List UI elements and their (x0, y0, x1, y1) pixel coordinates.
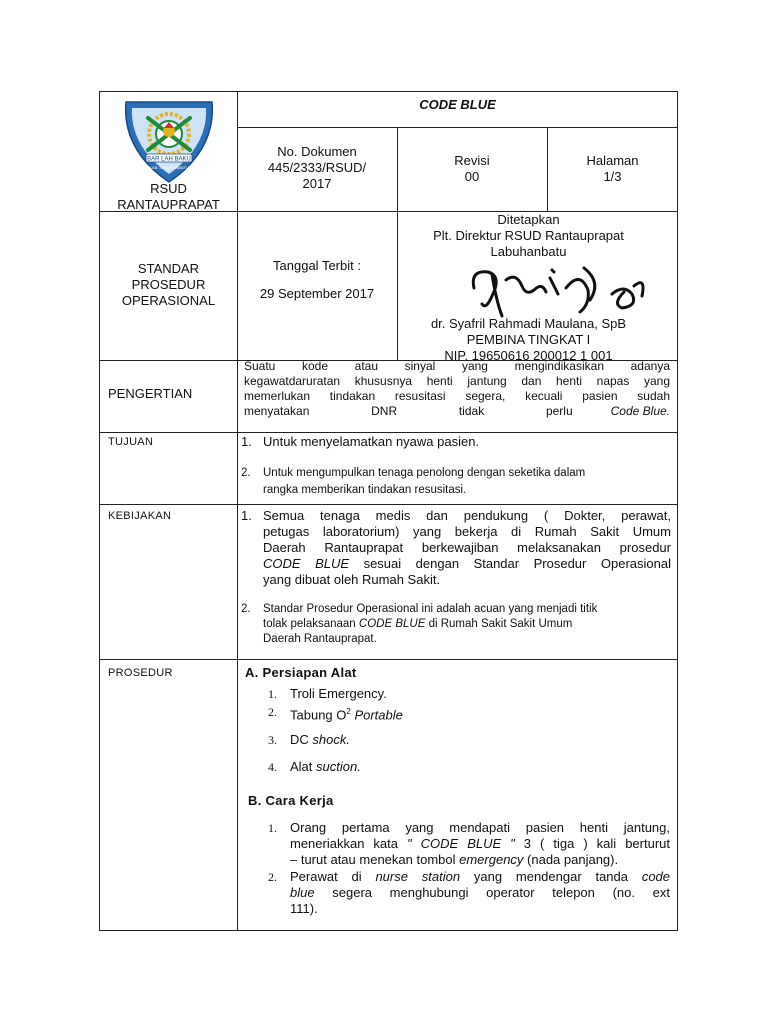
alat-list (268, 686, 668, 777)
divider (100, 504, 678, 505)
list-text: Daerah Rantauprapat berkewajiban melaksanakan prosedur (263, 540, 671, 555)
list-number: 1. (268, 821, 277, 835)
list-number: 3. (268, 733, 277, 747)
list-text-part: yang mendengar tanda (460, 869, 642, 884)
pengertian-text (244, 359, 670, 419)
list-text-part: – turut atau menekan tombol (290, 852, 460, 867)
list-text-part: meneriakkan kata (290, 836, 408, 851)
list-text: Troli Emergency. (290, 686, 387, 701)
director-location: Labuhanbatu (490, 244, 567, 259)
list-text: rangka memberikan tindakan resusitasi. (263, 484, 467, 496)
sop-label-line: OPERASIONAL (121, 293, 216, 308)
signer-name: dr. Syafril Rahmadi Maulana, SpB (430, 316, 627, 331)
list-item (241, 602, 671, 647)
page-cell (547, 153, 678, 185)
tujuan-label: TUJUAN (108, 436, 154, 448)
list-number: 2. (241, 467, 251, 479)
list-text (263, 617, 671, 632)
pengertian-label: PENGERTIAN (108, 386, 193, 401)
list-number: 1. (268, 687, 277, 701)
list-number: 2. (268, 870, 277, 884)
list-text: DC (290, 732, 313, 747)
tujuan-list (241, 434, 671, 498)
list-number: 4. (268, 760, 277, 774)
list-number: 2. (241, 603, 251, 615)
approval-header (397, 212, 660, 260)
issue-date-cell (237, 258, 397, 302)
document-title: CODE BLUE (419, 97, 496, 112)
prosedur-label: PROSEDUR (108, 667, 173, 679)
sop-label (100, 261, 237, 309)
italic-text: Portable (350, 707, 403, 723)
divider (100, 432, 678, 433)
section-b-heading: B. Cara Kerja (248, 793, 334, 808)
divider (100, 659, 678, 660)
italic-text: CODE BLUE (358, 618, 426, 630)
hospital-line: RSUD (150, 181, 187, 196)
hospital-name (100, 181, 237, 213)
signer-block (397, 316, 660, 364)
italic-text: code (641, 869, 671, 884)
italic-text: suction. (316, 759, 361, 774)
list-text-part: Perawat di (290, 869, 376, 884)
list-text-part: 3 ( tiga ) kali berturut (514, 836, 670, 851)
list-text: Semua tenaga medis dan pendukung ( Dokter, perawat, (263, 508, 671, 523)
list-item (268, 732, 668, 759)
revision-cell (397, 153, 547, 185)
section-a-heading: A. Persiapan Alat (245, 665, 357, 680)
list-text: Untuk mengumpulkan tenaga penolong dengan seketika dalam (263, 467, 586, 479)
doc-number-value: 445/2333/RSUD/ (267, 160, 367, 175)
revision-value: 00 (464, 169, 480, 184)
list-text: Untuk menyelamatkan nyawa pasien. (263, 434, 480, 449)
kebijakan-list (241, 508, 671, 647)
revision-label: Revisi (454, 153, 490, 168)
pengertian-line: memerlukan tindakan resusitasi segera, kecuali pasien sudah (244, 389, 670, 403)
italic-text: CODE BLUE (263, 556, 350, 571)
signer-nip: NIP. 19650616 200012 1 001 (444, 348, 613, 363)
list-text-part: tolak pelaksanaan (263, 618, 359, 630)
pengertian-line: kegawatdaruratan khususnya henti jantung dan henti napas yang (244, 374, 670, 388)
issue-date-label: Tanggal Terbit : (273, 258, 361, 273)
pengertian-text-part: menyatakan DNR tidak perlu (244, 404, 573, 418)
divider (237, 432, 238, 931)
list-item (268, 704, 668, 732)
list-text: Standar Prosedur Operasional ini adalah acuan yang menjadi titik (263, 603, 598, 615)
pengertian-line (244, 404, 670, 419)
list-item (268, 820, 670, 868)
kebijakan-label: KEBIJAKAN (108, 510, 172, 522)
pengertian-line: Suatu kode atau sinyal yang mengindikasikan adanya (244, 359, 670, 373)
hospital-logo (118, 98, 220, 184)
logo-bottom-text: KAB. LABUHANBATU (149, 165, 189, 170)
list-number: 1. (241, 508, 252, 523)
list-text: yang dibuat oleh Rumah Sakit. (263, 572, 441, 587)
italic-text: shock. (312, 732, 350, 747)
kerja-list (268, 820, 670, 917)
list-text-part: sesuai dengan Standar Prosedur Operasional (349, 556, 671, 571)
list-text: Orang pertama yang mendapati pasien henti jantung, (290, 820, 670, 835)
list-text (290, 885, 670, 901)
list-text (290, 869, 670, 885)
doc-number-cell (237, 144, 397, 192)
signature (462, 260, 662, 324)
hospital-line: RANTAUPRAPAT (117, 197, 220, 212)
list-item (268, 686, 668, 704)
logo-ribbon-text: BAR LAH BAKU (147, 156, 191, 163)
list-text: 111). (290, 901, 318, 916)
doc-number-value: 2017 (302, 176, 332, 191)
sop-label-line: PROSEDUR (131, 277, 206, 292)
list-number: 2. (268, 705, 277, 719)
page-label: Halaman (586, 153, 639, 168)
list-item (241, 508, 671, 588)
italic-text: blue (290, 885, 315, 900)
list-text: petugas laboratorium) yang bekerja di Rumah Sakit Umum (263, 524, 671, 539)
list-text: Tabung O (290, 707, 347, 723)
list-item (268, 759, 668, 777)
list-text: Alat (290, 759, 317, 774)
italic-text: emergency (459, 852, 524, 867)
italic-text: nurse station (375, 869, 461, 884)
sop-document (99, 91, 678, 931)
list-item (268, 869, 670, 917)
list-item (241, 466, 671, 498)
director-title: Plt. Direktur RSUD Rantauprapat (433, 228, 624, 243)
list-number: 1. (241, 434, 252, 449)
approval-label: Ditetapkan (497, 212, 560, 227)
list-text-part: segera menghubungi operator telepon (no. ext (314, 885, 670, 900)
pengertian-text-italic: Code Blue. (610, 404, 670, 418)
list-text-part: (nada panjang). (523, 852, 619, 867)
list-text (263, 556, 671, 572)
superscript: 2 (346, 707, 351, 716)
sop-label-line: STANDAR (137, 261, 200, 276)
signer-rank: PEMBINA TINGKAT I (466, 332, 591, 347)
list-item (241, 434, 671, 450)
page-value: 1/3 (603, 169, 622, 184)
issue-date-value: 29 September 2017 (259, 286, 375, 301)
italic-text: " CODE BLUE " (407, 836, 515, 851)
list-text (290, 852, 670, 868)
list-text-part: di Rumah Sakit Sakit Umum (425, 618, 573, 630)
list-text (290, 836, 670, 852)
list-text: Daerah Rantauprapat. (263, 633, 377, 645)
doc-number-label: No. Dokumen (277, 144, 357, 159)
divider (237, 127, 678, 128)
